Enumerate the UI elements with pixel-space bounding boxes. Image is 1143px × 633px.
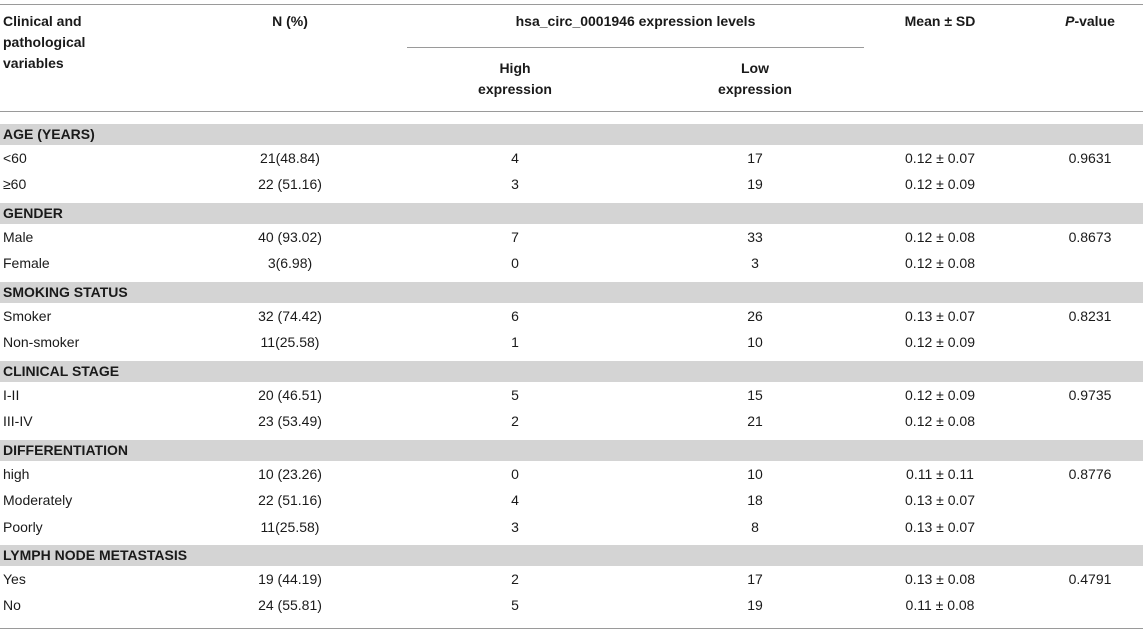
cell-mean: 0.11 ± 0.11 <box>906 466 974 482</box>
cell-mean: 0.13 ± 0.07 <box>905 492 975 509</box>
cell-low: 19 <box>747 597 763 614</box>
table-row <box>0 566 1143 592</box>
header-mean-sd: Mean ± SD <box>904 13 976 29</box>
header-low-line: Low <box>741 60 769 76</box>
cell-p <box>1040 514 1140 540</box>
cell-low: 15 <box>747 387 763 403</box>
cell-n: 40 (93.02) <box>258 229 322 245</box>
cell-high: 3 <box>511 176 519 193</box>
cell-high: 5 <box>511 597 519 614</box>
header-variables <box>3 11 85 74</box>
cell-p: 0.8231 <box>1068 308 1112 324</box>
header-bottom-rule <box>0 111 1143 112</box>
cell-high: 1 <box>511 334 519 351</box>
cell-low: 17 <box>747 150 763 166</box>
table-row <box>0 303 1143 329</box>
cell-low: 18 <box>747 492 763 509</box>
cell-p: 0.8673 <box>1068 229 1112 245</box>
cell-var: Female <box>3 255 50 272</box>
table-row <box>0 145 1143 171</box>
header-high <box>415 58 615 100</box>
section-header <box>0 361 1143 382</box>
cell-low: 10 <box>747 334 763 351</box>
cell-n: 22 (51.16) <box>258 492 322 509</box>
cell-p: 0.9631 <box>1068 150 1112 166</box>
cell-n: 23 (53.49) <box>258 413 322 430</box>
cell-low: 8 <box>751 518 759 535</box>
cell-var: high <box>3 466 30 482</box>
cell-var: Poorly <box>3 518 43 535</box>
cell-mean: 0.13 ± 0.07 <box>905 308 975 324</box>
header-expression-group: hsa_circ_0001946 expression levels <box>515 13 756 29</box>
section-title: GENDER <box>3 205 63 221</box>
cell-n: 21(48.84) <box>260 150 320 166</box>
header-variables-line: pathological <box>3 34 86 50</box>
cell-n: 20 (46.51) <box>258 387 322 403</box>
cell-n: 19 (44.19) <box>258 571 322 587</box>
cell-n: 32 (74.42) <box>258 308 322 324</box>
section-header <box>0 203 1143 224</box>
section-title: CLINICAL STAGE <box>3 363 120 379</box>
cell-mean: 0.12 ± 0.08 <box>905 413 975 430</box>
section-header <box>0 440 1143 461</box>
cell-p: 0.4791 <box>1068 571 1112 587</box>
section-title: LYMPH NODE METASTASIS <box>3 547 188 563</box>
cell-var: III-IV <box>3 413 33 430</box>
cell-high: 4 <box>511 492 519 509</box>
cell-high: 5 <box>511 387 519 403</box>
cell-mean: 0.12 ± 0.09 <box>905 387 975 403</box>
cell-n: 22 (51.16) <box>258 176 322 193</box>
header-high-line: expression <box>478 81 552 97</box>
header-variables-line: Clinical and <box>3 13 82 29</box>
cell-low: 3 <box>751 255 759 272</box>
cell-high: 4 <box>511 150 519 166</box>
top-rule <box>0 4 1143 5</box>
table-row <box>0 250 1143 276</box>
table-row <box>0 224 1143 250</box>
table-row <box>0 514 1143 540</box>
cell-p <box>1040 408 1140 434</box>
cell-mean: 0.12 ± 0.08 <box>905 229 975 245</box>
cell-high: 0 <box>511 255 519 272</box>
cell-n: 11(25.58) <box>260 334 320 351</box>
table-row <box>0 592 1143 618</box>
cell-p <box>1040 171 1140 197</box>
cell-p: 0.8776 <box>1068 466 1112 482</box>
section-header <box>0 545 1143 566</box>
cell-high: 2 <box>511 571 519 587</box>
table-row <box>0 171 1143 197</box>
cell-var: ≥60 <box>3 176 27 193</box>
header-low-line: expression <box>718 81 792 97</box>
table-row <box>0 461 1143 487</box>
cell-p <box>1040 250 1140 276</box>
cell-mean: 0.11 ± 0.08 <box>905 597 975 614</box>
header-p-value <box>1040 11 1140 32</box>
cell-low: 10 <box>747 466 763 482</box>
cell-mean: 0.13 ± 0.07 <box>905 518 975 535</box>
cell-low: 26 <box>747 308 763 324</box>
header-variables-line: variables <box>3 55 64 71</box>
cell-n: 10 (23.26) <box>258 466 322 482</box>
cell-n: 11(25.58) <box>260 518 320 535</box>
cell-mean: 0.12 ± 0.09 <box>905 334 975 351</box>
cell-p <box>1040 329 1140 355</box>
header-p-rest: -value <box>1074 13 1115 29</box>
cell-p <box>1040 487 1140 513</box>
cell-var: Yes <box>3 571 26 587</box>
cell-var: I-II <box>3 387 20 403</box>
header-p-italic: P <box>1065 13 1075 29</box>
cell-var: No <box>3 597 21 614</box>
cell-mean: 0.13 ± 0.08 <box>905 571 975 587</box>
header-low <box>655 58 855 100</box>
group-rule <box>407 47 864 48</box>
cell-var: Smoker <box>3 308 52 324</box>
cell-mean: 0.12 ± 0.09 <box>905 176 975 193</box>
cell-mean: 0.12 ± 0.07 <box>905 150 975 166</box>
header-n: N (%) <box>272 13 308 29</box>
cell-n: 3(6.98) <box>267 255 313 272</box>
cell-var: Moderately <box>3 492 73 509</box>
cell-var: <60 <box>3 150 27 166</box>
table-row <box>0 382 1143 408</box>
cell-high: 6 <box>511 308 519 324</box>
cell-high: 3 <box>511 518 519 535</box>
bottom-rule <box>0 628 1143 629</box>
section-title: DIFFERENTIATION <box>3 442 128 458</box>
cell-mean: 0.12 ± 0.08 <box>905 255 975 272</box>
cell-low: 17 <box>747 571 763 587</box>
cell-n: 24 (55.81) <box>258 597 322 614</box>
section-title: AGE (YEARS) <box>3 126 95 142</box>
header-high-line: High <box>499 60 531 76</box>
cell-var: Non-smoker <box>3 334 80 351</box>
cell-low: 21 <box>747 413 763 430</box>
cell-high: 7 <box>511 229 519 245</box>
table-row <box>0 487 1143 513</box>
cell-low: 19 <box>747 176 763 193</box>
cell-p <box>1040 592 1140 618</box>
cell-high: 2 <box>511 413 519 430</box>
section-header <box>0 282 1143 303</box>
cell-high: 0 <box>511 466 519 482</box>
cell-p: 0.9735 <box>1068 387 1112 403</box>
section-title: SMOKING STATUS <box>3 284 128 300</box>
cell-low: 33 <box>747 229 763 245</box>
table-row <box>0 408 1143 434</box>
cell-var: Male <box>3 229 34 245</box>
section-header <box>0 124 1143 145</box>
table-row <box>0 329 1143 355</box>
